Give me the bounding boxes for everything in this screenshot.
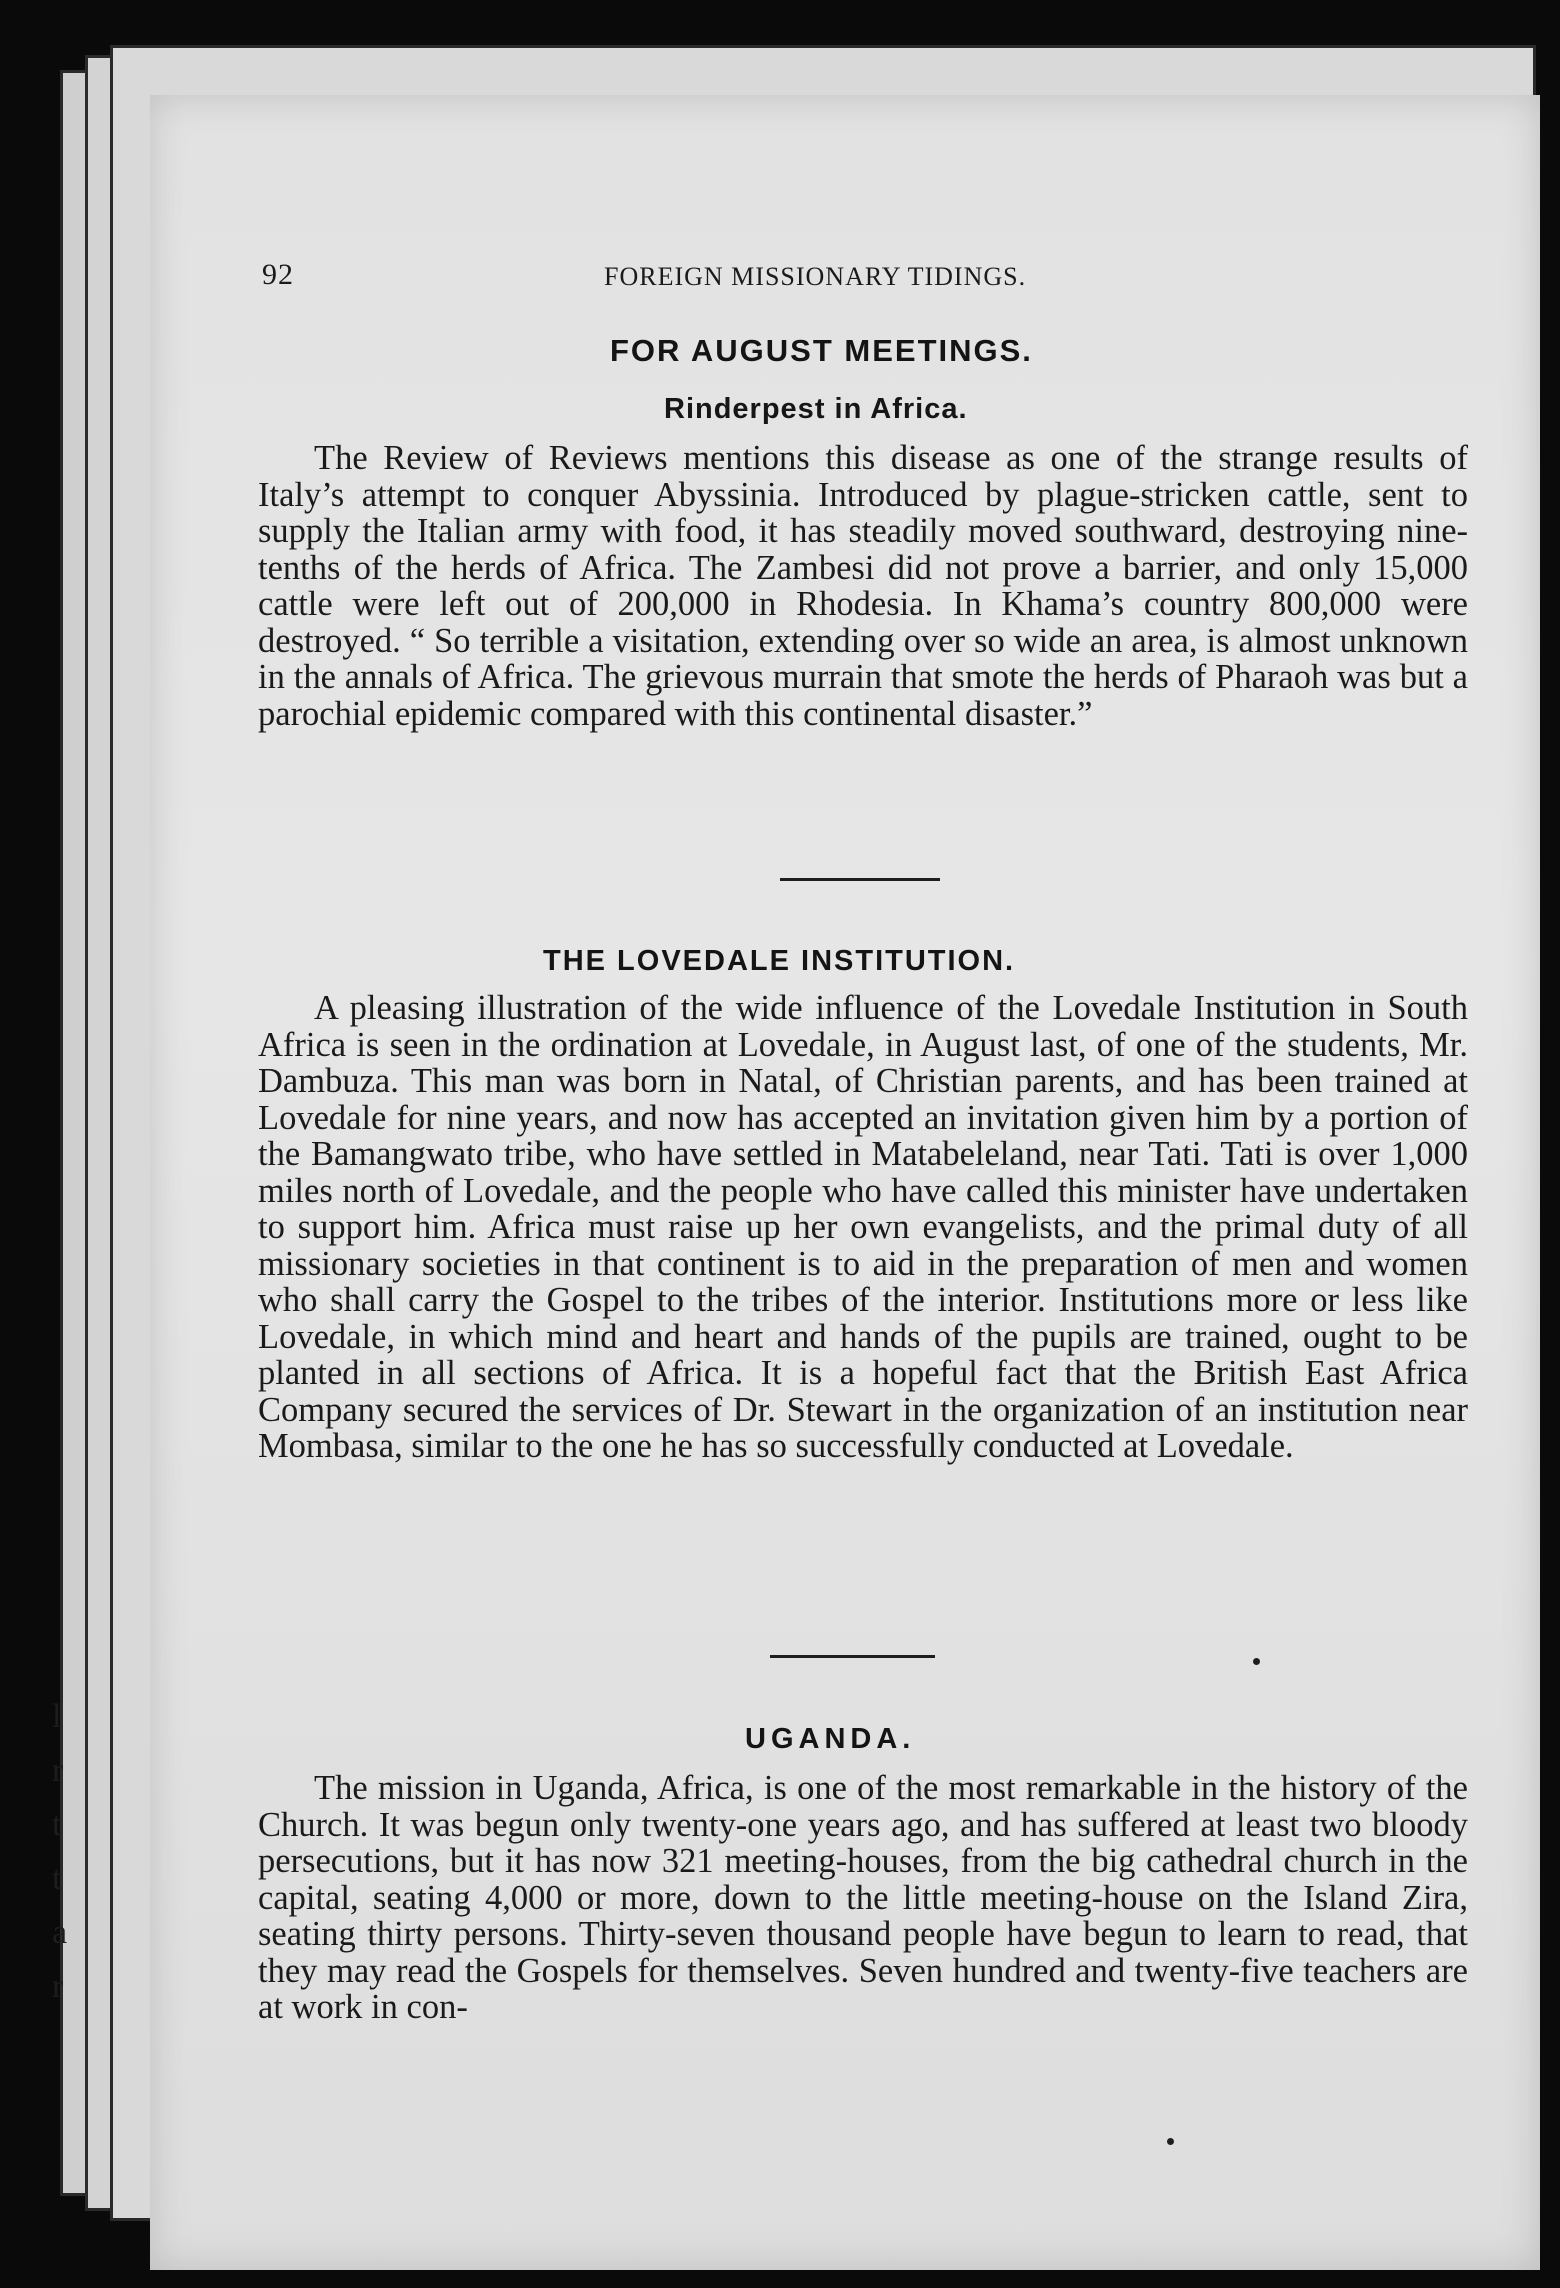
margin-letter: t — [52, 1860, 62, 1897]
section-heading-uganda: UGANDA. — [745, 1723, 916, 1755]
main-heading: FOR AUGUST MEETINGS. — [610, 333, 1033, 368]
section-divider — [780, 878, 940, 881]
margin-letter: l — [52, 1698, 62, 1735]
ink-speck — [1253, 1658, 1260, 1665]
section-heading-lovedale: THE LOVEDALE INSTITUTION. — [543, 945, 1016, 977]
section-body-rinderpest: The Review of Reviews mentions this disease as one of the strange results of Italy’s attempt to conquer Abyssinia. Introduced by plague-stricken cattle, sent to supply the Italian army with food, it has steadily moved southward, destroying nine-tenths of the herds of Africa. The Zambesi did not prove a barrier, and only 15,000 cattle were left out of 200,000 in Rhodesia. In Khama’s country 800,000 were destroyed. “ So terrible a visitation, extending over so wide an area, is almost unknown in the annals of Africa. The grievous murrain that smote the herds of Pharaoh was but a parochial epidemic compared with this continental disaster.” — [258, 439, 1468, 733]
previous-page-margin-fragment — [52, 1690, 112, 2014]
margin-letter: t — [52, 1806, 62, 1843]
margin-letter: a — [52, 1914, 68, 1951]
page-number: 92 — [262, 258, 294, 291]
ink-speck — [1167, 2138, 1174, 2145]
margin-letter: r — [52, 1968, 64, 2005]
section-body-uganda: The mission in Uganda, Africa, is one of the most remarkable in the history of the Church. It was begun only twenty-one years ago, and has suffered at least two bloody persecutions, but it has now 321 meeting-houses, from the big cathedral church in the capital, seating 4,000 or more, down to the little meeting-house on the Island Zira, seating thirty persons. Thirty-seven thousand people have begun to learn to read, that they may read the Gospels for themselves. Seven hundred and twenty-five teachers are at work in con- — [258, 1769, 1468, 2026]
margin-letter: r — [52, 1752, 64, 1789]
section-body-lovedale: A pleasing illustration of the wide influence of the Lovedale Institution in South Africa is seen in the ordination at Lovedale, in August last, of one of the students, Mr. Dambuza. This man was born in Natal, of Christian parents, and has been trained at Lovedale for nine years, and now has accepted an invitation given him by a portion of the Bamangwato tribe, who have settled in Matabeleland, near Tati. Tati is over 1,000 miles north of Lovedale, and the people who have called this minister have undertaken to support him. Africa must raise up her own evangelists, and the primal duty of all missionary societies in that continent is to aid in the preparation of men and women who shall carry the Gospel to the tribes of the interior. Institutions more or less like Lovedale, in which mind and heart and hands of the pupils are trained, ought to be planted in all sections of Africa. It is a hopeful fact that the British East Africa Company secured the services of Dr. Stewart in the organization of an institution near Mombasa, similar to the one he has so successfully conducted at Lovedale. — [258, 989, 1468, 1465]
section-divider — [770, 1655, 935, 1658]
journal-title: FOREIGN MISSIONARY TIDINGS. — [604, 262, 1027, 291]
section-heading-rinderpest: Rinderpest in Africa. — [664, 393, 968, 425]
